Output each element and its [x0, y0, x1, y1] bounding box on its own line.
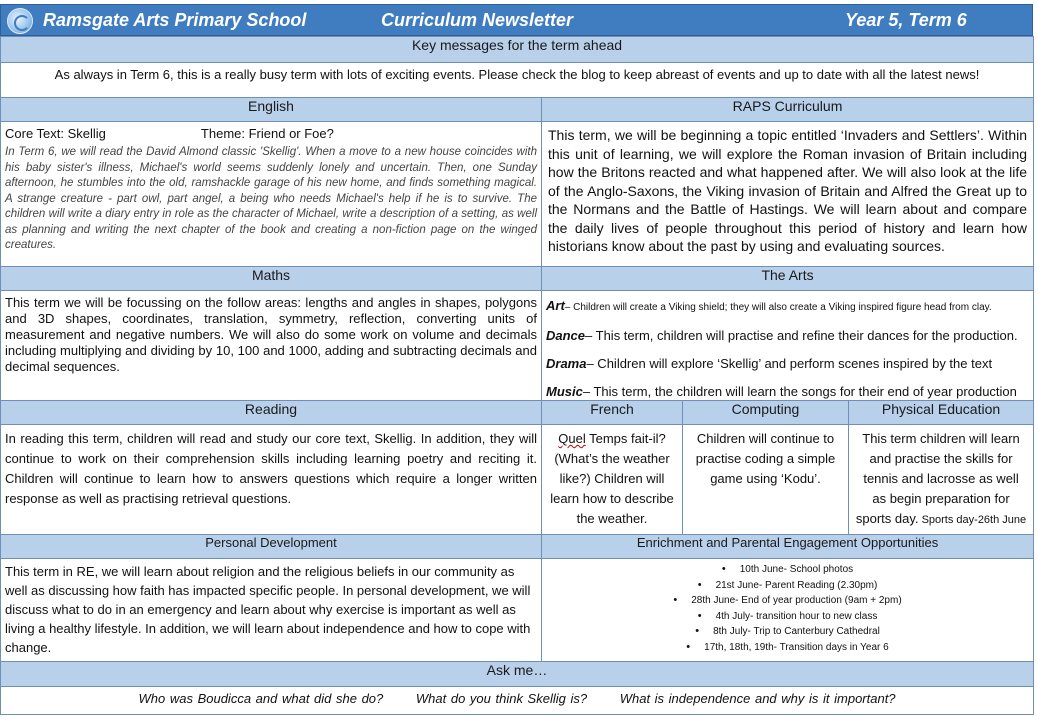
arts-heading: The Arts	[542, 267, 1034, 291]
pd-heading: Personal Development	[1, 535, 542, 559]
arts-dance-line	[542, 327, 1033, 344]
arts-drama-line	[542, 355, 1033, 372]
enrichment-list	[542, 559, 1033, 655]
list-item: • 28th June- End of year production (9am + 2pm)	[542, 593, 1033, 609]
key-messages-heading: Key messages for the term ahead	[1, 37, 1034, 63]
pe-body: This term children will learn and practise the skills for tennis and lacrosse as well as begin preparation for sports day.	[855, 431, 1020, 526]
arts-dance-label: Dance	[546, 328, 586, 343]
raps-cell	[542, 122, 1034, 267]
pe-cell	[849, 425, 1034, 535]
list-item: • 21st June- Parent Reading (2.30pm)	[542, 578, 1033, 594]
enrichment-cell	[542, 559, 1034, 662]
ask-me-questions	[1, 687, 1033, 706]
computing-heading: Computing	[683, 401, 849, 425]
reading-body: In reading this term, children will read and study our core text, Skellig. In addition, they will continue to work on their comprehension skills including learning poetry and reciting it. Children will continue to learn how to answers questions which require a longer written response as well as practising retrieval questions.	[5, 431, 537, 506]
arts-art-line	[542, 297, 1033, 316]
arts-drama-text: – Children will explore ‘Skellig’ and perform scenes inspired by the text	[586, 356, 993, 371]
year-term: Year 5, Term 6	[845, 10, 967, 30]
ask-question: What do you think Skellig is?	[415, 691, 588, 706]
list-item: • 10th June- School photos	[542, 562, 1033, 578]
arts-cell	[542, 291, 1034, 401]
arts-art-text: – Children will create a Viking shield; they will also create a Viking inspired figure head from clay.	[564, 302, 992, 313]
raps-body: This term, we will be beginning a topic entitled ‘Invaders and Settlers’. Within this unit of learning, we will explore the Roman invasion of Britain including how the Britons reacted and what happened after. We will also look at the life of the Anglo-Saxons, the Viking invasion of Britain and Alfred the Great up to the Normans and the Battle of Hastings. We will learn about and compare the daily lives of people throughout this period of history and learn how historians know about the past by using and evaluating sources.	[548, 127, 1028, 254]
english-cell	[1, 122, 542, 267]
computing-body: Children will continue to practise coding a simple game using ‘Kodu’.	[695, 431, 836, 486]
key-messages-text: As always in Term 6, this is a really busy term with lots of exciting events. Please check the blog to keep abreast of events and up to date with all the latest news!	[54, 67, 980, 82]
arts-drama-label: Drama	[546, 356, 587, 371]
arts-dance-text: – This term, children will practise and refine their dances for the production.	[585, 328, 1018, 343]
list-item: • 17th, 18th, 19th- Transition days in Year 6	[542, 640, 1033, 656]
arts-music-label: Music	[546, 384, 583, 399]
english-core-line	[1, 122, 541, 141]
school-logo-icon	[7, 8, 33, 34]
french-body: Temps fait-il? (What’s the weather like?) Children will learn how to describe the weather.	[550, 431, 674, 526]
raps-heading: RAPS Curriculum	[542, 98, 1034, 122]
reading-cell	[1, 425, 542, 535]
computing-cell	[683, 425, 849, 535]
newsletter-title: Curriculum Newsletter	[381, 10, 574, 30]
maths-cell	[1, 291, 542, 401]
french-cell	[542, 425, 683, 535]
list-item: • 4th July- transition hour to new class	[542, 609, 1033, 625]
english-heading: English	[1, 98, 542, 122]
newsletter-grid	[0, 36, 1034, 715]
arts-art-label: Art	[546, 298, 565, 313]
list-item: • 8th July- Trip to Canterbury Cathedral	[542, 624, 1033, 640]
english-theme: Theme: Friend or Foe?	[200, 126, 334, 141]
pd-cell	[1, 559, 542, 662]
reading-heading: Reading	[1, 401, 542, 425]
arts-music-text: – This term, the children will learn the songs for their end of year production	[582, 384, 1017, 399]
pe-heading: Physical Education	[849, 401, 1034, 425]
enrichment-heading: Enrichment and Parental Engagement Opportunities	[542, 535, 1034, 559]
english-body: In Term 6, we will read the David Almond classic 'Skellig'. When a move to a new house coincides with his baby sister's illness, Michael's world seems suddenly lonely and uncertain. Then, one Sunday afternoon, he stumbles into the old, ramshackle garage of his new home, and finds something magical. A strange creature - part owl, part angel, a being who needs Michael's help if he is to survive. The children will write a diary entry in role as the character of Michael, write a description of a setting, as well as planning and writing the next chapter of the book and creating a non-fiction page on the winged creatures.	[5, 146, 537, 251]
newsletter-header	[0, 4, 1033, 36]
pe-sports-day: Sports day-26th June	[918, 514, 1027, 526]
arts-music-line	[542, 383, 1033, 400]
ask-question: What is independence and why is it important?	[619, 691, 896, 706]
french-body-wrap	[542, 425, 682, 533]
pe-body-wrap	[849, 425, 1033, 534]
ask-me-heading: Ask me…	[1, 662, 1034, 687]
maths-heading: Maths	[1, 267, 542, 291]
school-name: Ramsgate Arts Primary School	[43, 10, 307, 30]
ask-question: Who was Boudicca and what did she do?	[138, 691, 384, 706]
french-quel: Quel	[558, 431, 586, 446]
ask-me-cell	[1, 687, 1034, 715]
maths-body: This term we will be focussing on the follow areas: lengths and angles in shapes, polygons and 3D shapes, coordinates, translation, symmetry, reflection, converting units of measurement and negative numbers. We will also do some work on volume and decimals including multiplying and dividing by 10, 100 and 1000, adding and subtracting decimals and decimal sequences.	[5, 295, 537, 374]
french-heading: French	[542, 401, 683, 425]
pd-body: This term in RE, we will learn about religion and the religious beliefs in our community as well as discussing how faith has impacted specific people. In personal development, we will discuss what to do in an emergency and learn about why exercise is important as well as living a healthy lifestyle. In addition, we will learn about independence and how to cope with change.	[5, 564, 531, 655]
key-messages-cell	[1, 63, 1034, 98]
english-core-text: Core Text: Skellig	[5, 126, 106, 141]
